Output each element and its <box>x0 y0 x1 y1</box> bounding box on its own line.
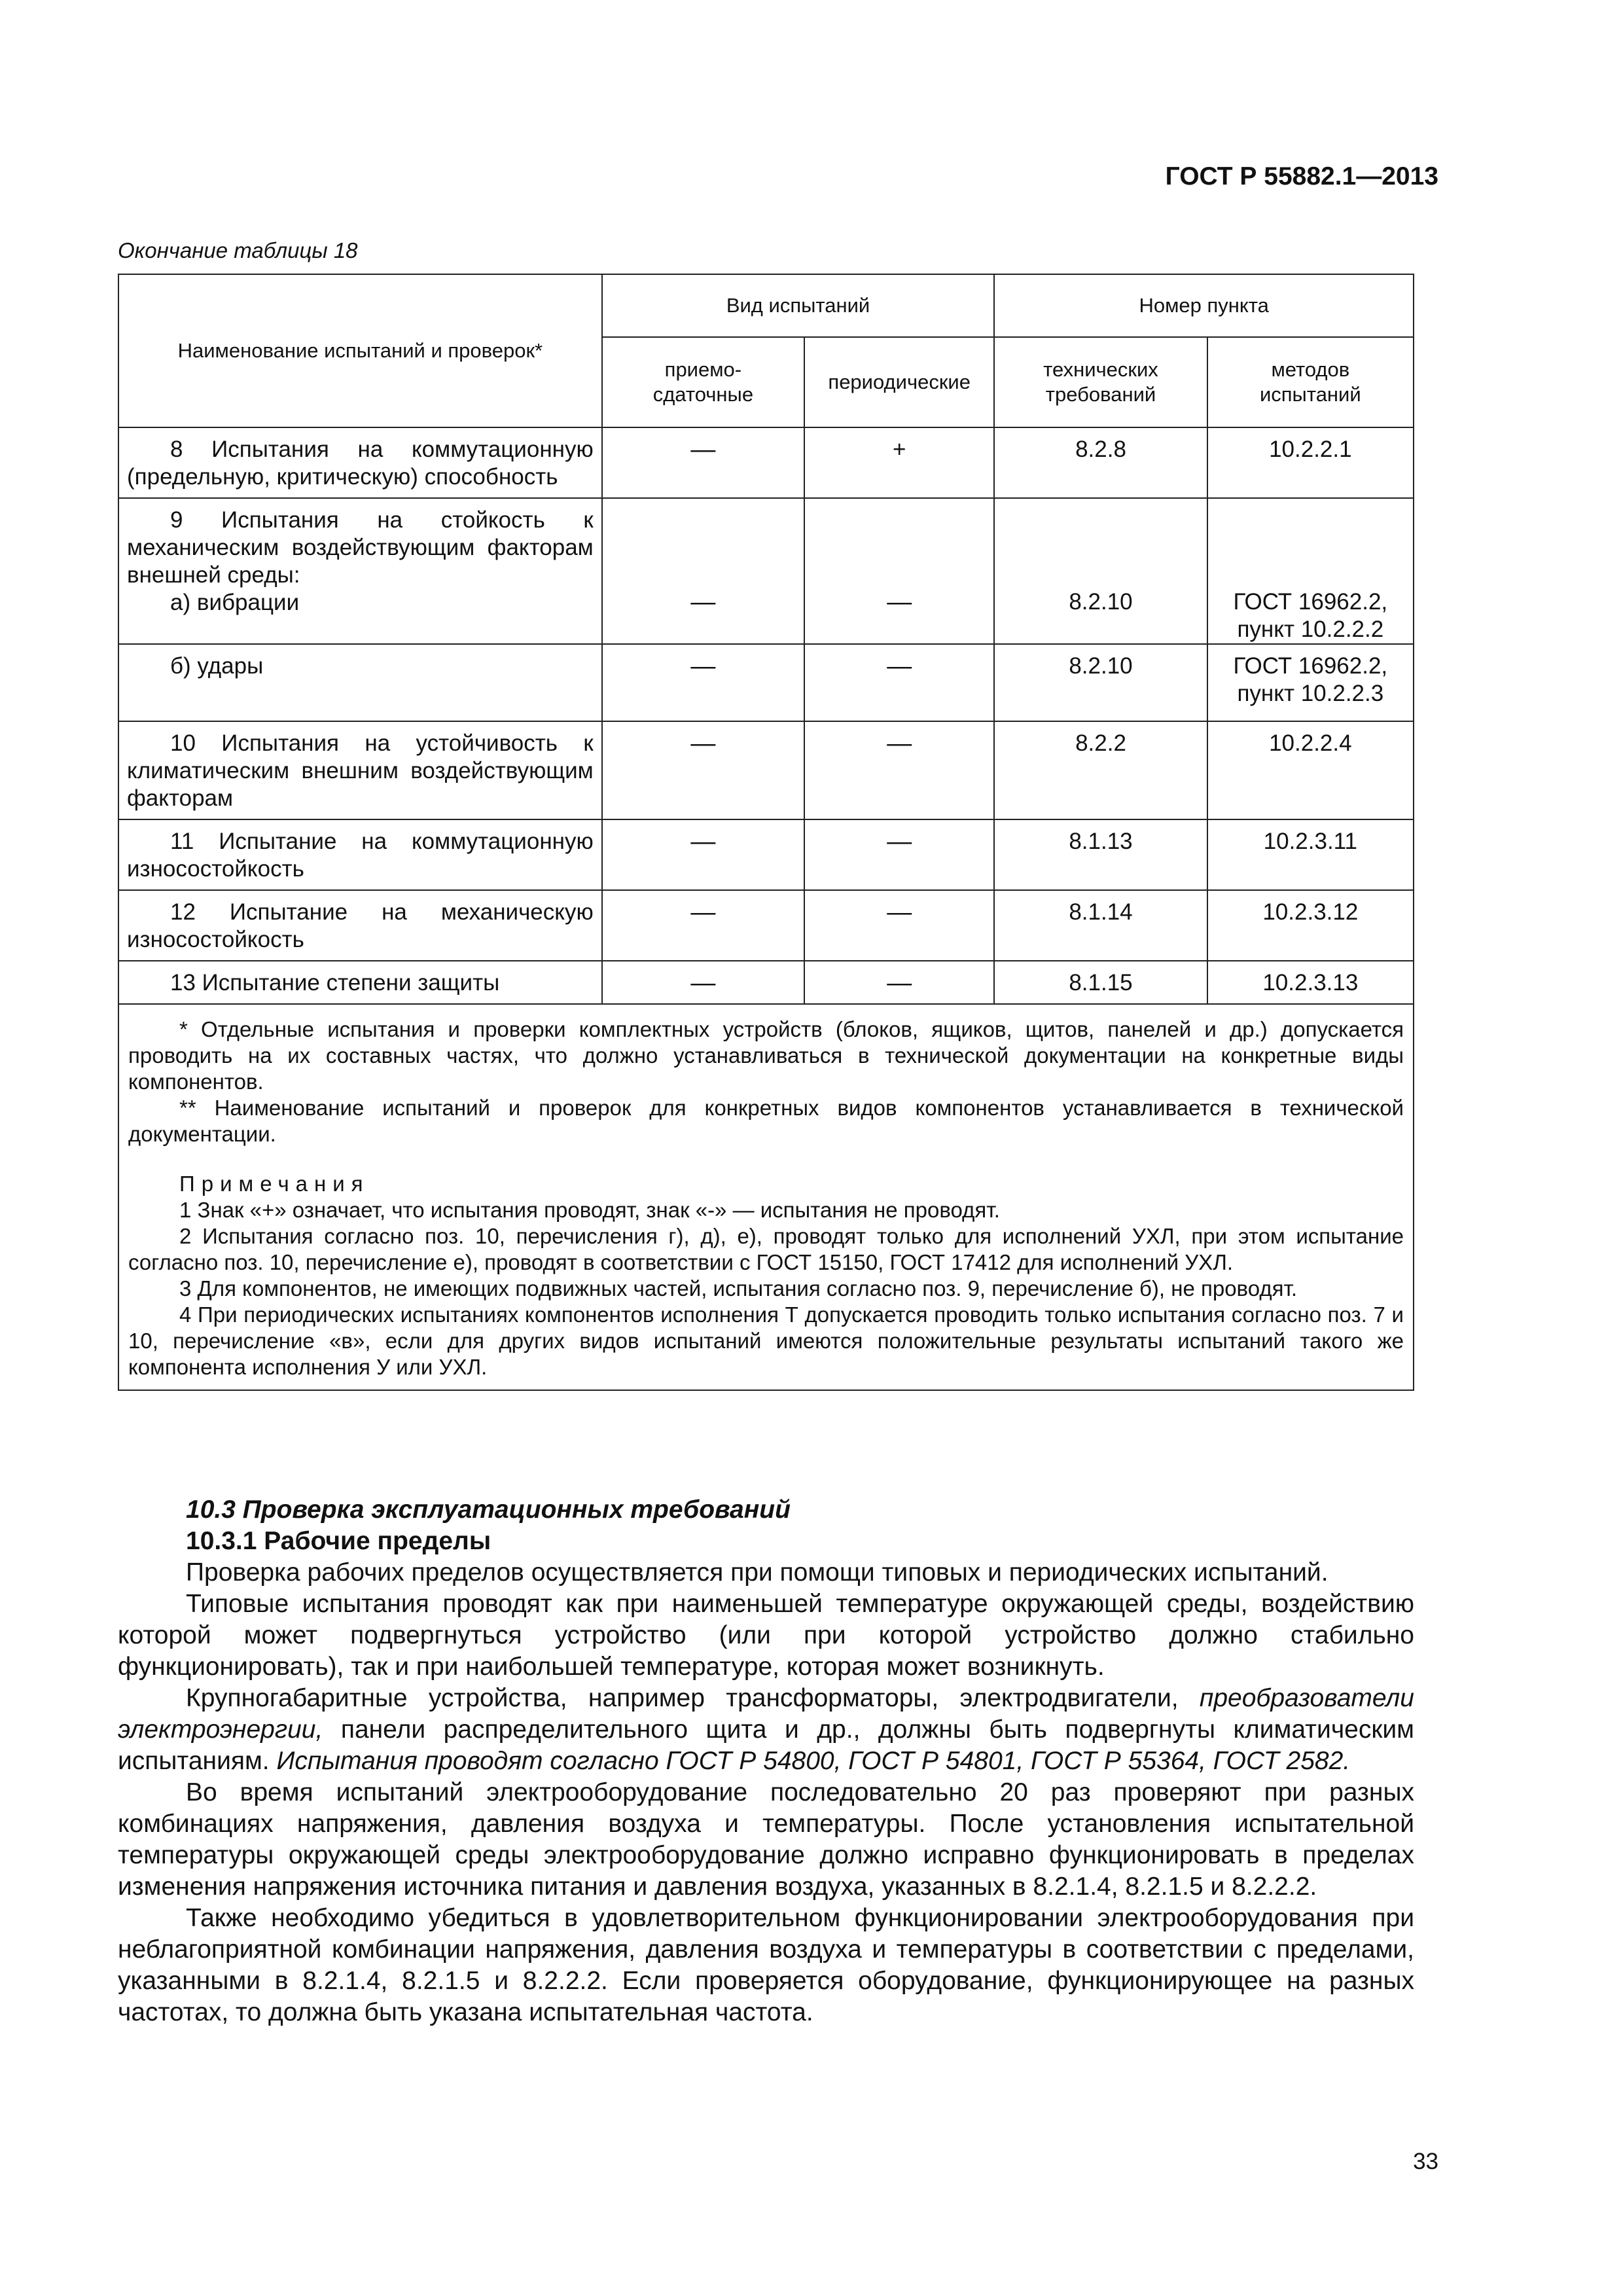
row-tech-req: 8.1.15 <box>994 961 1207 1004</box>
row-periodic: — <box>804 961 994 1004</box>
paragraph <box>118 1683 1414 1777</box>
paragraph-text: панели распределительного щита и др., должны быть подвергнуты климатическим испытаниям. <box>118 1715 1414 1775</box>
document-number: ГОСТ Р 55882.1—2013 <box>1165 162 1438 190</box>
row-methods: 10.2.3.13 <box>1207 961 1414 1004</box>
section-10-3 <box>118 1494 1414 2028</box>
tests-table <box>118 274 1414 1391</box>
paragraph: Типовые испытания проводят как при наименьшей температуре окружающей среды, воздействию которой может подвергнуться устройство (или при которой устройство должно стабильно функционировать), так и при наибольшей температуре, которая может возникнуть. <box>118 1590 1414 1681</box>
row-acceptance: — <box>602 961 804 1004</box>
row-methods-clause: пункт 10.2.2.2 <box>1237 617 1384 642</box>
row-periodic: — <box>804 644 994 721</box>
header-periodic: периодические <box>804 337 994 427</box>
row-tech-req: 8.2.10 <box>994 644 1207 721</box>
row-periodic: — <box>804 721 994 819</box>
header-test-type: Вид испытаний <box>602 274 995 337</box>
page-number: 33 <box>1413 2149 1438 2174</box>
row-methods-clause: пункт 10.2.2.3 <box>1237 681 1384 706</box>
footnote: * Отдельные испытания и проверки комплектных устройств (блоков, ящиков, щитов, панелей и др.) допускается проводить на их составных частях, что должно устанавливаться в технической документации на конкретные виды компонентов. <box>128 1017 1404 1094</box>
paragraph-italic: Испытания проводят согласно ГОСТ Р 54800, ГОСТ Р 54801, ГОСТ Р 55364, ГОСТ 2582. <box>276 1747 1351 1775</box>
row-methods: 10.2.3.12 <box>1207 890 1414 961</box>
header-test-name: Наименование испытаний и проверок* <box>118 274 602 427</box>
row-acceptance: — <box>690 588 716 616</box>
table-row <box>118 644 1414 721</box>
subsection-title: 10.3.1 Рабочие пределы <box>186 1527 491 1555</box>
header-clause-number: Номер пункта <box>994 274 1414 337</box>
paragraph: Во время испытаний электрооборудование последовательно 20 раз проверяют при разных комбинациях напряжения, давления воздуха и температуры. После установления испытательной температуры окружающей среды электрооборудование должно исправно функционировать в пределах изменения напряжения источника питания и давления воздуха, указанных в 8.2.1.4, 8.2.1.5 и 8.2.2.2. <box>118 1778 1414 1901</box>
row-methods: ГОСТ 16962.2, <box>1233 589 1388 615</box>
paragraph: Также необходимо убедиться в удовлетворительном функционировании электрооборудования при неблагоприятной комбинации напряжения, давления воздуха и температуры в соответствии с пределами, указанными в 8.2.1.4, 8.2.1.5 и 8.2.2.2. Если проверяется оборудование, функционирующее на разных частотах, то должна быть указана испытательная частота. <box>118 1904 1414 2026</box>
row-methods: 10.2.3.11 <box>1207 819 1414 890</box>
row-test-name: 10 Испытания на устойчивость к климатическим внешним воздействующим факторам <box>127 730 594 811</box>
row-methods: 10.2.2.1 <box>1207 427 1414 498</box>
table-notes <box>118 1004 1414 1390</box>
header-acceptance: приемо- сдаточные <box>602 337 804 427</box>
paragraph: Проверка рабочих пределов осуществляется при помощи типовых и периодических испытаний. <box>186 1558 1329 1587</box>
note: 3 Для компонентов, не имеющих подвижных частей, испытания согласно поз. 9, перечисление б), не проводят. <box>179 1276 1298 1300</box>
header-test-methods: методов испытаний <box>1207 337 1414 427</box>
section-title: 10.3 Проверка эксплуатационных требований <box>186 1496 791 1524</box>
row-test-name: 8 Испытания на коммутационную (предельную, критическую) способность <box>127 437 594 490</box>
table-row <box>118 961 1414 1004</box>
row-tech-req: 8.1.13 <box>994 819 1207 890</box>
row-tech-req: 8.2.8 <box>994 427 1207 498</box>
row-periodic: — <box>887 588 912 616</box>
row-periodic: — <box>804 819 994 890</box>
row-tech-req: 8.1.14 <box>994 890 1207 961</box>
row-acceptance: — <box>602 890 804 961</box>
row-tech-req: 8.2.10 <box>1069 589 1133 615</box>
row-test-name: 12 Испытание на механическую износостойкость <box>127 899 594 952</box>
row-periodic: — <box>804 890 994 961</box>
row-methods: 10.2.2.4 <box>1207 721 1414 819</box>
row-sub-item: а) вибрации <box>170 590 300 615</box>
header-tech-requirements: технических требований <box>994 337 1207 427</box>
row-test-name: 9 Испытания на стойкость к механическим воздействующим факторам внешней среды: <box>127 507 594 588</box>
notes-title: Примечания <box>179 1172 370 1196</box>
note: 2 Испытания согласно поз. 10, перечисления г), д), е), проводят только для исполнений УХЛ, при этом испытание согласно поз. 10, перечисление е), проводят в соответствии с ГОСТ 15150, ГОСТ 17412 для исполнений УХЛ. <box>128 1224 1404 1274</box>
row-methods: ГОСТ 16962.2, <box>1233 653 1388 679</box>
table-row <box>118 427 1414 498</box>
paragraph-text: Крупногабаритные устройства, например трансформаторы, электродвигатели, <box>186 1684 1200 1712</box>
row-test-name: 11 Испытание на коммутационную износостойкость <box>127 829 594 882</box>
row-sub-item: б) удары <box>170 653 264 679</box>
row-acceptance: — <box>602 819 804 890</box>
table-row <box>118 721 1414 819</box>
row-acceptance: — <box>602 427 804 498</box>
note: 4 При периодических испытаниях компонентов исполнения Т допускается проводить только испытания согласно поз. 7 и 10, перечисление «в», если для других видов испытаний имеются положительные результаты испытаний такого же компонента исполнения У или УХЛ. <box>128 1302 1404 1379</box>
footnote: ** Наименование испытаний и проверок для конкретных видов компонентов устанавливается в технической документации. <box>128 1096 1404 1146</box>
row-test-name: 13 Испытание степени защиты <box>170 970 500 996</box>
table-caption: Окончание таблицы 18 <box>118 238 358 262</box>
row-tech-req: 8.2.2 <box>994 721 1207 819</box>
table-row <box>118 890 1414 961</box>
row-periodic: + <box>804 427 994 498</box>
row-acceptance: — <box>602 721 804 819</box>
row-acceptance: — <box>602 644 804 721</box>
note: 1 Знак «+» означает, что испытания проводят, знак «-» — испытания не проводят. <box>179 1198 1000 1222</box>
table-row <box>118 819 1414 890</box>
paragraph-italic: преобразователи электроэнергии, <box>118 1684 1414 1744</box>
table-row <box>118 498 1414 644</box>
